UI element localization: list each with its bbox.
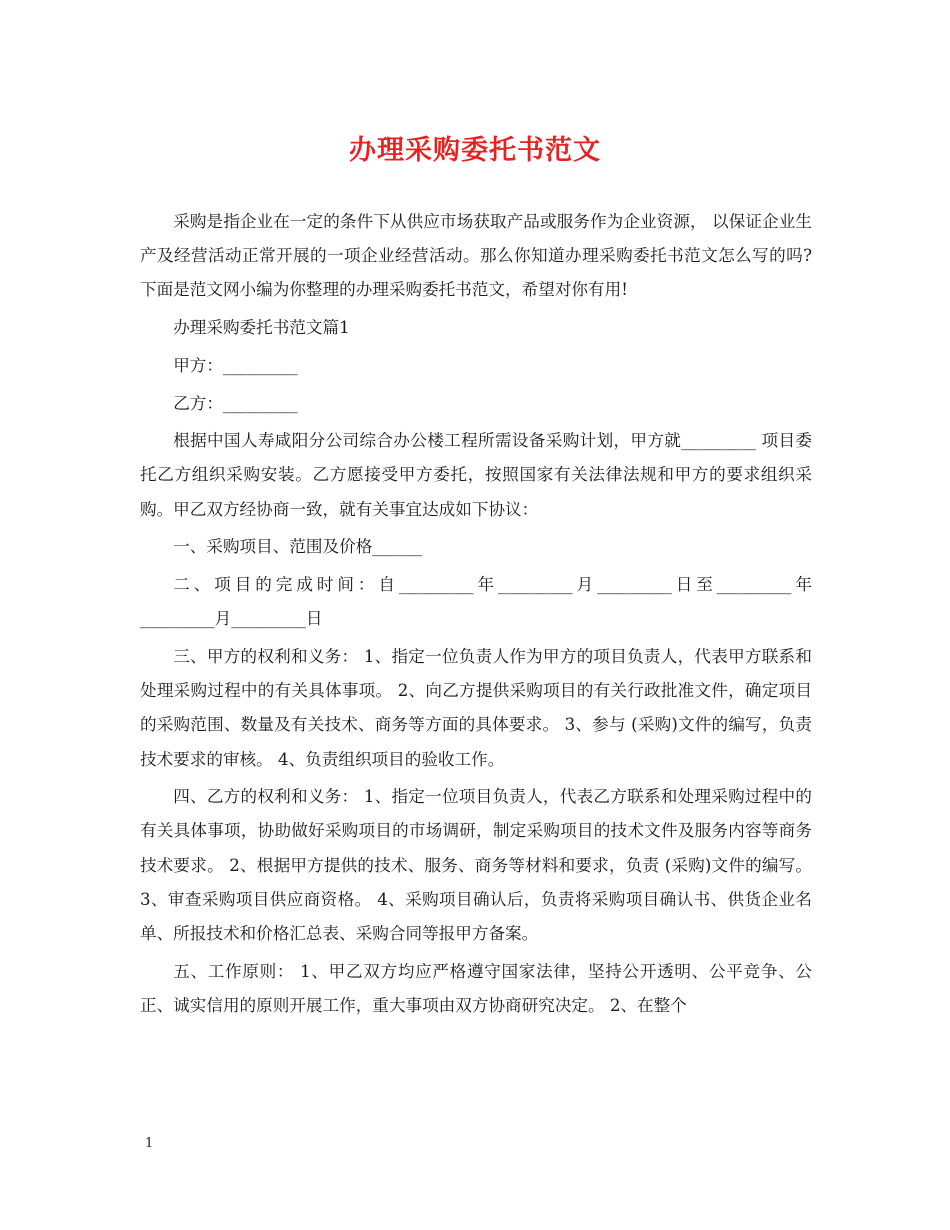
clause-scope: 一、采购项目、范围及价格______ — [173, 537, 423, 557]
document-title: 办理采购委托书范文 — [349, 135, 601, 166]
party-b-line: 乙方：_________ — [173, 393, 298, 413]
clause-principles: 五、工作原则： 1、甲乙双方均应严格遵守国家法律，坚持公开透明、公平竞争、公正、诚实信用的原则开展工作，重大事项由双方协商研究决定。 2、在整个 — [140, 961, 812, 1015]
page-number: 1 — [145, 1136, 154, 1151]
party-a-line: 甲方：_________ — [173, 355, 298, 375]
clause-party-a-duties: 三、甲方的权利和义务： 1、指定一位负责人作为甲方的项目负责人，代表甲方联系和处理采购过程中的有关具体事项。 2、向乙方提供采购项目的有关行政批准文件，确定项目的采购范围、数量及有关技术、商务等方面的具体要求。 3、参与 (采购)文件的编写，负责技术要求的审核。 4、负责组织项目的验收工作。 — [140, 646, 812, 769]
section-heading: 办理采购委托书范文篇1 — [173, 318, 350, 338]
document-body — [140, 205, 812, 1027]
clause-party-b-duties: 四、乙方的权利和义务： 1、指定一位项目负责人，代表乙方联系和处理采购过程中的有关具体事项，协助做好采购项目的市场调研，制定采购项目的技术文件及服务内容等商务技术要求。 2、根据甲方提供的技术、服务、商务等材料和要求，负责 (采购)文件的编写。 3、审查采购项目供应商资格。 4、采购项目确认后，负责将采购项目确认书、供货企业名单、所报技术和价格汇总表、采购合同等报甲方备案。 — [140, 787, 812, 944]
agreement-preamble: 根据中国人寿咸阳分公司综合办公楼工程所需设备采购计划，甲方就_________ 项目委托乙方组织采购安装。乙方愿接受甲方委托，按照国家有关法律法规和甲方的要求组织采购。甲乙双方经协商一致，就有关事宜达成如下协议： — [140, 431, 812, 519]
clause-timeline: 二、项目的完成时间：自_________年_________月_________日至_________年_________月_________日 — [140, 575, 812, 629]
intro-paragraph: 采购是指企业在一定的条件下从供应市场获取产品或服务作为企业资源， 以保证企业生产及经营活动正常开展的一项企业经营活动。那么你知道办理采购委托书范文怎么写的吗?下面是范文网小编为你整理的办理采购委托书范文，希望对你有用! — [140, 212, 812, 300]
